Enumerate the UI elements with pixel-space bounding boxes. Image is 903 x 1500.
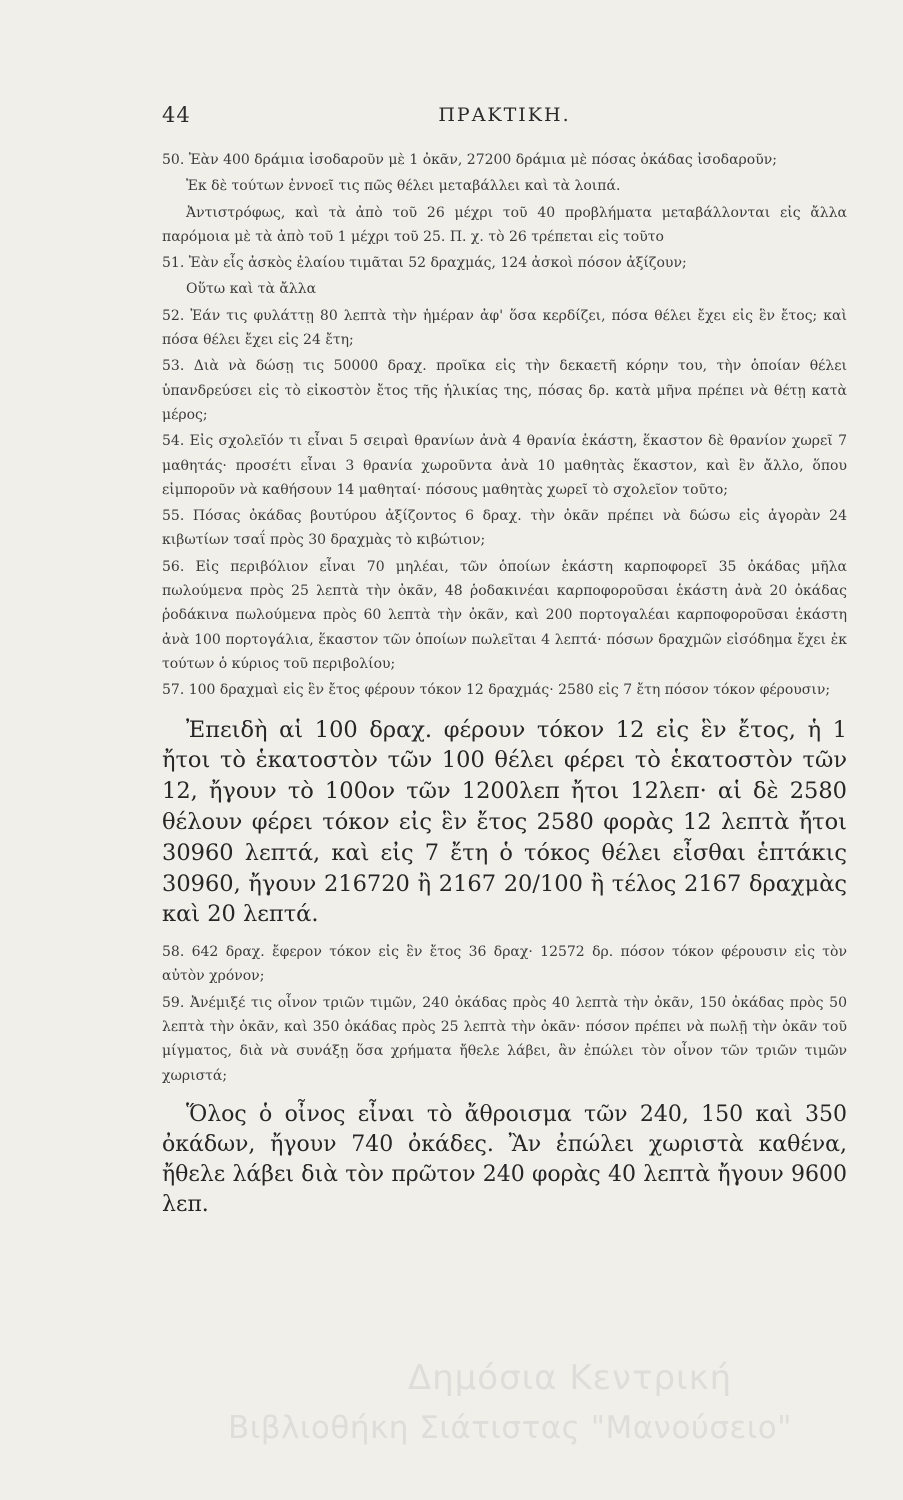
watermark-line: Βιβλιοθήκη Σιάτιστας "Μανούσειο" xyxy=(228,1410,792,1446)
problem-51: 51. Ἐὰν εἷς ἀσκὸς ἐλαίου τιμᾶται 52 δραχμάς, 124 ἀσκοὶ πόσον ἀξίζουν; xyxy=(162,255,687,272)
problem-55: 55. Πόσας ὀκάδας βουτύρου ἀξίζοντος 6 δραχ. τὴν ὀκᾶν πρέπει νὰ δώσω εἰς ἀγορὰν 24 κιβωτίων τσαΐ πρὸς 30 δραχμὰς τὸ κιβώτιον; xyxy=(162,508,847,549)
problem-57: 57. 100 δραχμαὶ εἰς ἓν ἔτος φέρουν τόκον 12 δραχμάς· 2580 εἰς 7 ἔτη πόσον τόκον φέρουσιν; xyxy=(162,682,831,699)
page-number: 44 xyxy=(162,103,191,127)
problem-50: 50. Ἐὰν 400 δράμια ἰσοδαροῦν μὲ 1 ὀκᾶν, 27200 δράμια μὲ πόσας ὀκάδας ἰσοδαροῦν; xyxy=(162,152,777,168)
note-paragraph: Ἀντιστρόφως, καὶ τὰ ἀπὸ τοῦ 26 μέχρι τοῦ 40 προβλήματα μεταβάλλονται εἰς ἄλλα παρόμοια μὲ τὰ ἀπὸ τοῦ 1 μέχρι τοῦ 25. Π. χ. τὸ 26 τρέπεται εἰς τοῦτο xyxy=(162,204,847,245)
problem-59: 59. Ἀνέμιξέ τις οἶνον τριῶν τιμῶν, 240 ὀκάδας πρὸς 40 λεπτὰ τὴν ὀκᾶν, 150 ὀκάδας πρὸς 50 λεπτὰ τὴν ὀκᾶν, καὶ 350 ὀκάδας πρὸς 25 λεπτὰ τὴν ὀκᾶν· πόσον πρέπει νὰ πωλῇ τὴν ὀκᾶν τοῦ μίγματος, διὰ νὰ συνάξῃ ὅσα χρήματα ἤθελε λάβει, ἂν ἐπώλει τὸν οἶνον τῶν τριῶν τιμῶν χωριστά; xyxy=(162,994,847,1084)
watermark-line: Δημόσια Κεντρική xyxy=(407,1358,733,1398)
running-title: ΠΡΑΚΤΙΚΗ. xyxy=(438,104,571,126)
page-header xyxy=(162,103,847,137)
page-body xyxy=(162,148,847,1220)
problem-58: 58. 642 δραχ. ἔφερον τόκον εἰς ἓν ἔτος 36 δραχ· 12572 δρ. πόσον τόκον φέρουσιν εἰς τὸν αὐτὸν χρόνον; xyxy=(162,944,847,985)
note-paragraph: Οὕτω καὶ τὰ ἄλλα xyxy=(186,281,317,298)
library-watermark xyxy=(150,1358,870,1448)
solution-57: Ἐπειδὴ αἱ 100 δραχ. φέρουν τόκον 12 εἰς ἓν ἔτος, ἡ 1 ἤτοι τὸ ἑκατοστὸν τῶν 100 θέλει φέρει τὸ ἑκατοστὸν τῶν 12, ἤγουν τὸ 100ον τῶν 1200λεπ ἤτοι 12λεπ· αἱ δὲ 2580 θέλουν φέρει τόκον εἰς ἓν ἔτος 2580 φορὰς 12 λεπτὰ ἤτοι 30960 λεπτά, καὶ εἰς 7 ἔτη ὁ τόκος θέλει εἶσθαι ἑπτάκις 30960, ἤγουν 216720 ἢ 2167 20/100 ἢ τέλος 2167 δραχμὰς καὶ 20 λεπτά. xyxy=(162,716,847,928)
note-paragraph: Ἐκ δὲ τούτων ἐννοεῖ τις πῶς θέλει μεταβάλλει καὶ τὰ λοιπά. xyxy=(186,178,621,195)
problem-54: 54. Εἰς σχολεῖόν τι εἶναι 5 σειραὶ θρανίων ἀνὰ 4 θρανία ἑκάστη, ἕκαστον δὲ θρανίον χωρεῖ 7 μαθητάς· προσέτι εἶναι 3 θρανία χωροῦντα ἀνὰ 10 μαθητὰς ἕκαστον, καὶ ἓν ἄλλο, ὅπου εἰμποροῦν νὰ καθήσουν 14 μαθηταί· πόσους μαθητὰς χωρεῖ τὸ σχολεῖον τοῦτο; xyxy=(162,433,847,498)
problem-56: 56. Εἰς περιβόλιον εἶναι 70 μηλέαι, τῶν ὁποίων ἑκάστη καρποφορεῖ 35 ὀκάδας μῆλα πωλούμενα πρὸς 25 λεπτὰ τὴν ὀκᾶν, 48 ῥοδακινέαι καρποφοροῦσαι ἑκάστη ἀνὰ 20 ὀκάδας ῥοδάκινα πωλούμενα πρὸς 60 λεπτὰ τὴν ὀκᾶν, καὶ 200 πορτογαλέαι καρποφοροῦσαι ἑκάστη ἀνὰ 100 πορτογάλια, ἕκαστον τῶν ὁποίων πωλεῖται 4 λεπτά· πόσων δραχμῶν εἰσόδημα ἔχει ἐκ τούτων ὁ κύριος τοῦ περιβολίου; xyxy=(162,558,847,672)
problem-53: 53. Διὰ νὰ δώσῃ τις 50000 δραχ. προῖκα εἰς τὴν δεκαετῆ κόρην του, τὴν ὁποίαν θέλει ὑπανδρεύσει εἰς τὸ εἰκοστὸν ἔτος τῆς ἡλικίας της, πόσας δρ. κατὰ μῆνα πρέπει νὰ θέτῃ κατὰ μέρος; xyxy=(162,358,847,423)
solution-59: Ὅλος ὁ οἶνος εἶναι τὸ ἄθροισμα τῶν 240, 150 καὶ 350 ὀκάδων, ἤγουν 740 ὀκάδες. Ἂν ἐπώλει χωριστὰ καθένα, ἤθελε λάβει διὰ τὸν πρῶτον 240 φορὰς 40 λεπτὰ ἤγουν 9600 λεπ. xyxy=(162,1101,847,1217)
problem-52: 52. Ἐάν τις φυλάττῃ 80 λεπτὰ τὴν ἡμέραν ἀφ' ὅσα κερδίζει, πόσα θέλει ἔχει εἰς ἓν ἔτος; καὶ πόσα θέλει ἔχει εἰς 24 ἔτη; xyxy=(162,307,847,349)
